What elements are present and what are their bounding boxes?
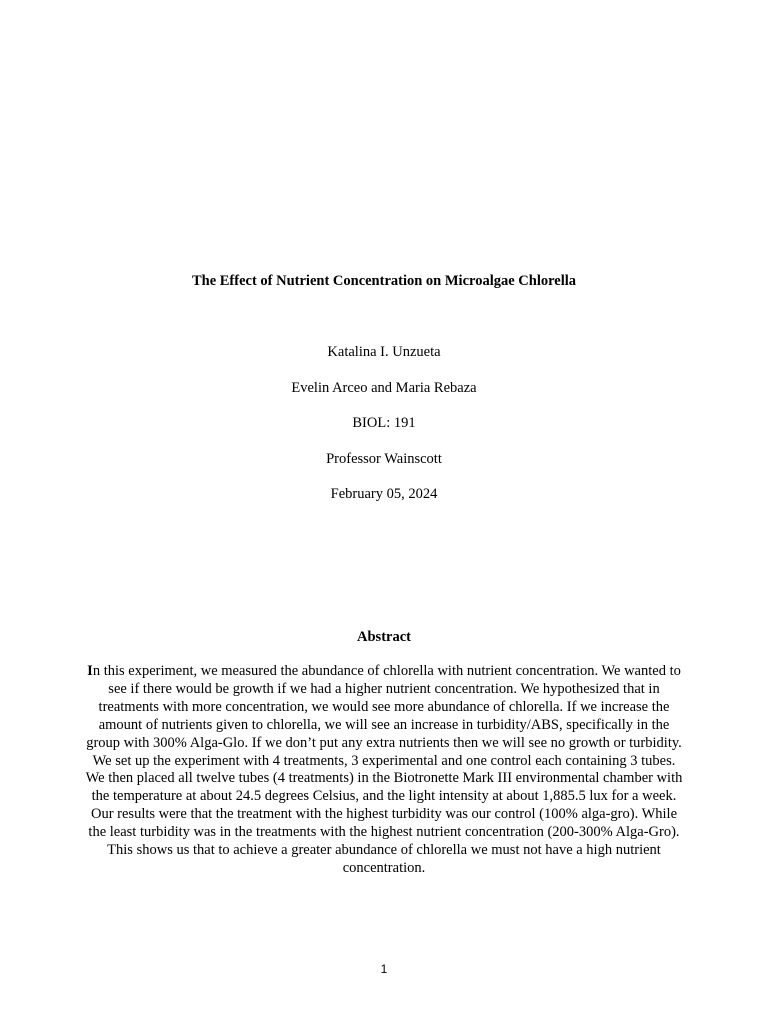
abstract-heading: Abstract (357, 629, 411, 645)
lab-partners: Evelin Arceo and Maria Rebaza (291, 380, 477, 396)
page-number: 1 (380, 962, 388, 976)
abstract-body (82, 663, 686, 878)
abstract-first-letter: I (87, 663, 93, 679)
abstract-text: n this experiment, we measured the abundance of chlorella with nutrient concentration. We wanted to see if there would be growth if we had a higher nutrient concentration. We hypothesized that in treatments with more concentration, we would see more abundance of chlorella. If we increase the amount of nutrients given to chlorella, we will see an increase in turbidity/ABS, specifically in the group with 300% Alga-Glo. If we don’t put any extra nutrients then we will see no growth or turbidity. We set up the experiment with 4 treatments, 3 experimental and one control each containing 3 tubes. We then placed all twelve tubes (4 treatments) in the Biotronette Mark III environmental chamber with the temperature at about 24.5 degrees Celsius, and the light intensity at about 1,885.5 lux for a week. Our results were that the treatment with the highest turbidity was our control (100% alga-gro). While the least turbidity was in the treatments with the highest nutrient concentration (200-300% Alga-Gro). This shows us that to achieve a greater abundance of chlorella we must not have a high nutrient concentration. (85, 663, 683, 876)
course-name: BIOL: 191 (352, 415, 416, 431)
author-name: Katalina I. Unzueta (327, 344, 441, 360)
professor-name: Professor Wainscott (326, 451, 442, 467)
paper-title: The Effect of Nutrient Concentration on Microalgae Chlorella (191, 273, 577, 289)
submission-date: February 05, 2024 (330, 486, 438, 502)
